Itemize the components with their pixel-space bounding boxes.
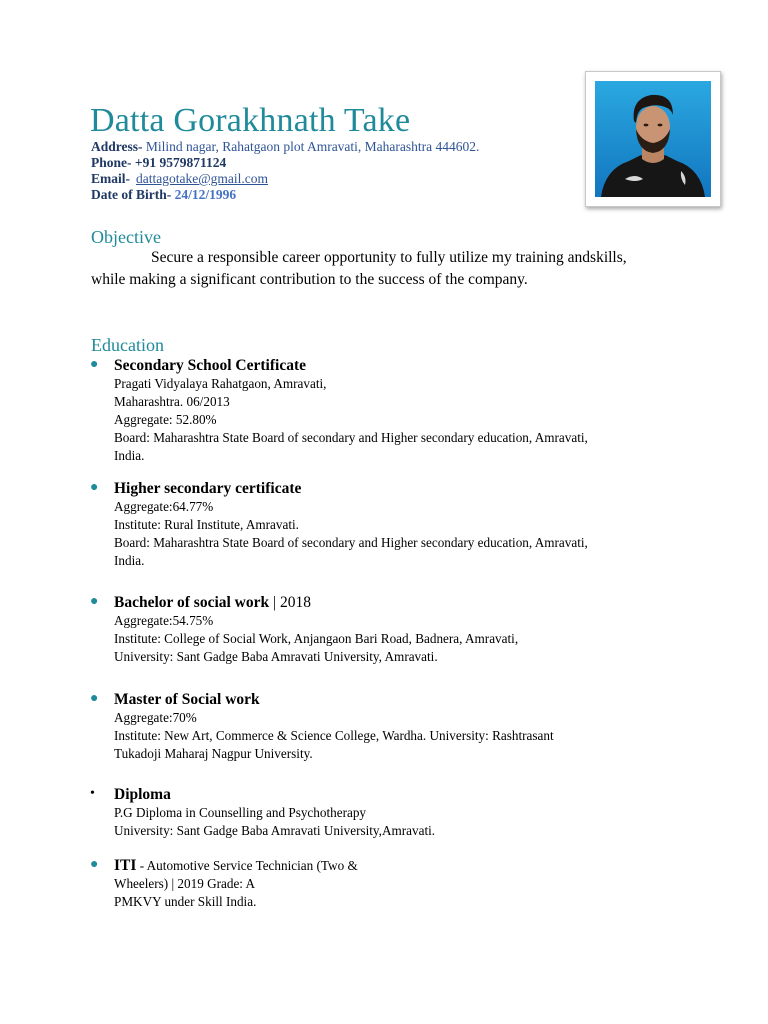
education-title: ITI - Automotive Service Technician (Two & (114, 857, 358, 874)
education-line: Board: Maharashtra State Board of secondary and Higher secondary education, Amravati, (114, 535, 588, 550)
address-value: Milind nagar, Rahatgaon plot Amravati, Maharashtra 444602. (142, 139, 480, 154)
education-line: PMKVY under Skill India. (114, 894, 257, 909)
education-line: Maharashtra. 06/2013 (114, 394, 230, 409)
education-title: Diploma (114, 786, 171, 803)
phone-row (91, 155, 479, 171)
address-label: Address- (91, 139, 143, 154)
education-line: Board: Maharashtra State Board of secondary and Higher secondary education, Amravati, (114, 430, 588, 445)
education-heading: Education (91, 335, 164, 355)
objective-heading: Objective (91, 227, 161, 247)
education-item-ssc (90, 356, 690, 465)
education-line: University: Sant Gadge Baba Amravati University, Amravati. (114, 649, 438, 664)
dob-row (91, 187, 479, 203)
bullet-icon: ● (90, 480, 99, 495)
phone-label: Phone- (91, 155, 132, 170)
education-line: India. (114, 553, 145, 568)
phone-value: +91 9579871124 (131, 155, 227, 170)
education-item-msw (90, 690, 690, 763)
education-title: Secondary School Certificate (114, 357, 306, 374)
bullet-icon: ● (90, 857, 99, 872)
email-label: Email- (91, 171, 130, 186)
bullet-icon: • (90, 786, 95, 801)
candidate-name: Datta Gorakhnath Take (90, 102, 411, 139)
education-line: Institute: College of Social Work, Anjangaon Bari Road, Badnera, Amravati, (114, 631, 519, 646)
dob-label: Date of Birth- (91, 187, 172, 202)
education-item-iti (90, 856, 690, 911)
education-line: Wheelers) | 2019 Grade: A (114, 876, 256, 891)
dob-value: 24/12/1996 (171, 187, 237, 202)
education-line: Aggregate: 52.80% (114, 412, 217, 427)
education-line: P.G Diploma in Counselling and Psychotherapy (114, 805, 367, 820)
education-line: Institute: New Art, Commerce & Science College, Wardha. University: Rashtrasant (114, 728, 554, 743)
email-row (91, 171, 479, 187)
email-link[interactable]: dattagotake@gmail.com (136, 171, 269, 186)
address-row (91, 139, 479, 155)
education-title: Bachelor of social work | 2018 (114, 594, 311, 611)
education-item-hsc (90, 479, 690, 570)
education-line: Aggregate:54.75% (114, 613, 214, 628)
education-line: Tukadoji Maharaj Nagpur University. (114, 746, 313, 761)
education-item-diploma (90, 785, 690, 840)
education-title: Higher secondary certificate (114, 480, 302, 497)
bullet-icon: ● (90, 357, 99, 372)
education-line: India. (114, 448, 145, 463)
contact-block (91, 139, 479, 203)
profile-photo (595, 81, 711, 197)
education-line: Pragati Vidyalaya Rahatgaon, Amravati, (114, 376, 327, 391)
objective-text: Secure a responsible career opportunity to fully utilize my training andskills, while making a significant contribution to the success of the company. (91, 249, 627, 288)
bullet-icon: ● (90, 594, 99, 609)
education-item-bsw (90, 593, 690, 666)
education-line: Aggregate:70% (114, 710, 197, 725)
education-line: Aggregate:64.77% (114, 499, 214, 514)
bullet-icon: ● (90, 691, 99, 706)
profile-photo-frame (585, 71, 721, 207)
education-line: Institute: Rural Institute, Amravati. (114, 517, 299, 532)
education-title: Master of Social work (114, 691, 260, 708)
education-line: University: Sant Gadge Baba Amravati University,Amravati. (114, 823, 436, 838)
